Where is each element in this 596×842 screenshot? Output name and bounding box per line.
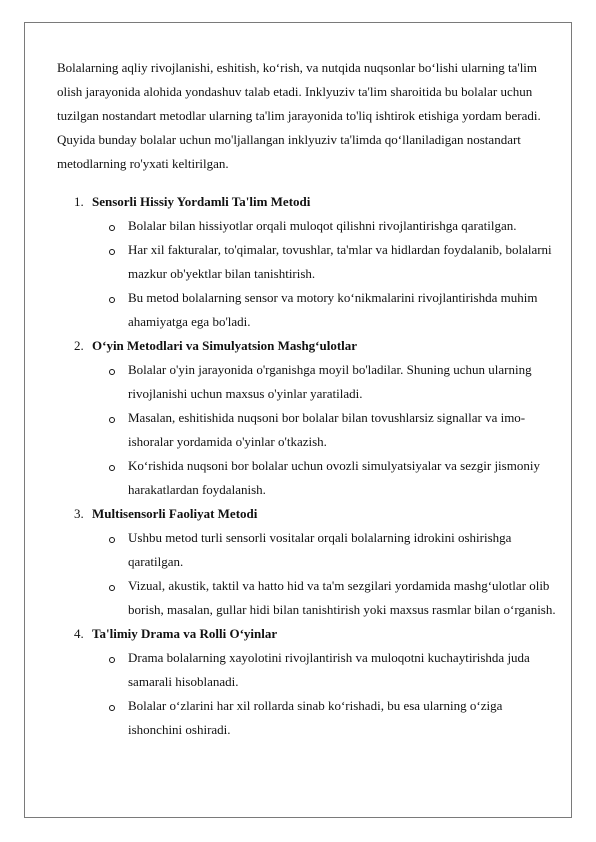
bullet-item	[92, 526, 557, 574]
method-section	[57, 502, 557, 622]
bullet-item	[92, 238, 557, 286]
bullet-text: Bolalar bilan hissiyotlar orqali muloqot qilishni rivojlantirishga qaratilgan.	[128, 218, 517, 233]
bullet-text: Bolalar o'yin jarayonida o'rganishga moyil bo'ladilar. Shuning uchun ularning rivojlanishi uchun maxsus o'yinlar yaratiladi.	[128, 362, 532, 401]
bullet-item	[92, 454, 557, 502]
bullet-text: Ushbu metod turli sensorli vositalar orqali bolalarning idrokini oshirishga qaratilgan.	[128, 530, 512, 569]
circle-bullet-icon	[109, 585, 115, 591]
bullet-item	[92, 358, 557, 406]
section-number: 1.	[74, 194, 84, 209]
section-number: 4.	[74, 626, 84, 641]
method-list	[57, 190, 557, 742]
bullet-list	[92, 526, 557, 622]
method-section	[57, 334, 557, 502]
bullet-text: Drama bolalarning xayolotini rivojlantirish va muloqotni kuchaytirishda juda samarali hisoblanadi.	[128, 650, 530, 689]
bullet-list	[92, 646, 557, 742]
circle-bullet-icon	[109, 369, 115, 375]
bullet-list	[92, 214, 557, 334]
circle-bullet-icon	[109, 417, 115, 423]
bullet-list	[92, 358, 557, 502]
method-section	[57, 190, 557, 334]
circle-bullet-icon	[109, 297, 115, 303]
bullet-text: Bu metod bolalarning sensor va motory ko‘nikmalarini rivojlantirishda muhim ahamiyatga ega bo'ladi.	[128, 290, 538, 329]
section-title: O‘yin Metodlari va Simulyatsion Mashg‘ulotlar	[92, 338, 358, 353]
bullet-item	[92, 286, 557, 334]
section-title: Sensorli Hissiy Yordamli Ta'lim Metodi	[92, 194, 311, 209]
bullet-item	[92, 214, 557, 238]
section-title: Ta'limiy Drama va Rolli O‘yinlar	[92, 626, 278, 641]
bullet-text: Bolalar o‘zlarini har xil rollarda sinab ko‘rishadi, bu esa ularning o‘ziga ishonchini oshiradi.	[128, 698, 503, 737]
document-body	[57, 56, 557, 742]
circle-bullet-icon	[109, 705, 115, 711]
bullet-item	[92, 646, 557, 694]
circle-bullet-icon	[109, 225, 115, 231]
bullet-text: Vizual, akustik, taktil va hatto hid va ta'm sezgilari yordamida mashg‘ulotlar olib borish, masalan, gullar hidi bilan tanishtirish yoki maxsus rasmlar bilan o‘rganish.	[128, 578, 556, 617]
circle-bullet-icon	[109, 465, 115, 471]
bullet-text: Har xil fakturalar, to'qimalar, tovushlar, ta'mlar va hidlardan foydalanib, bolalarni mazkur ob'yektlar bilan tanishtirish.	[128, 242, 552, 281]
circle-bullet-icon	[109, 657, 115, 663]
section-title: Multisensorli Faoliyat Metodi	[92, 506, 258, 521]
circle-bullet-icon	[109, 249, 115, 255]
method-section	[57, 622, 557, 742]
bullet-text: Masalan, eshitishida nuqsoni bor bolalar bilan tovushlarsiz signallar va imo-ishoralar yordamida o'yinlar o'tkazish.	[128, 410, 526, 449]
bullet-item	[92, 694, 557, 742]
bullet-item	[92, 406, 557, 454]
intro-paragraph: Bolalarning aqliy rivojlanishi, eshitish, ko‘rish, va nutqida nuqsonlar bo‘lishi ularning ta'lim olish jarayonida alohida yondashuv talab etadi. Inklyuziv ta'lim sharoitida bu bolalar uchun tuzilgan nostandart metodlar ularning ta'lim jarayonida to'liq ishtirok etishiga yordam beradi. Quyida bunday bolalar uchun mo'ljallangan inklyuziv ta'limda qo‘llaniladigan nostandart metodlarning ro'yxati keltirilgan.	[57, 60, 541, 171]
section-number: 3.	[74, 506, 84, 521]
bullet-text: Ko‘rishida nuqsoni bor bolalar uchun ovozli simulyatsiyalar va sezgir jismoniy harakatlardan foydalanish.	[128, 458, 540, 497]
bullet-item	[92, 574, 557, 622]
section-number: 2.	[74, 338, 84, 353]
circle-bullet-icon	[109, 537, 115, 543]
